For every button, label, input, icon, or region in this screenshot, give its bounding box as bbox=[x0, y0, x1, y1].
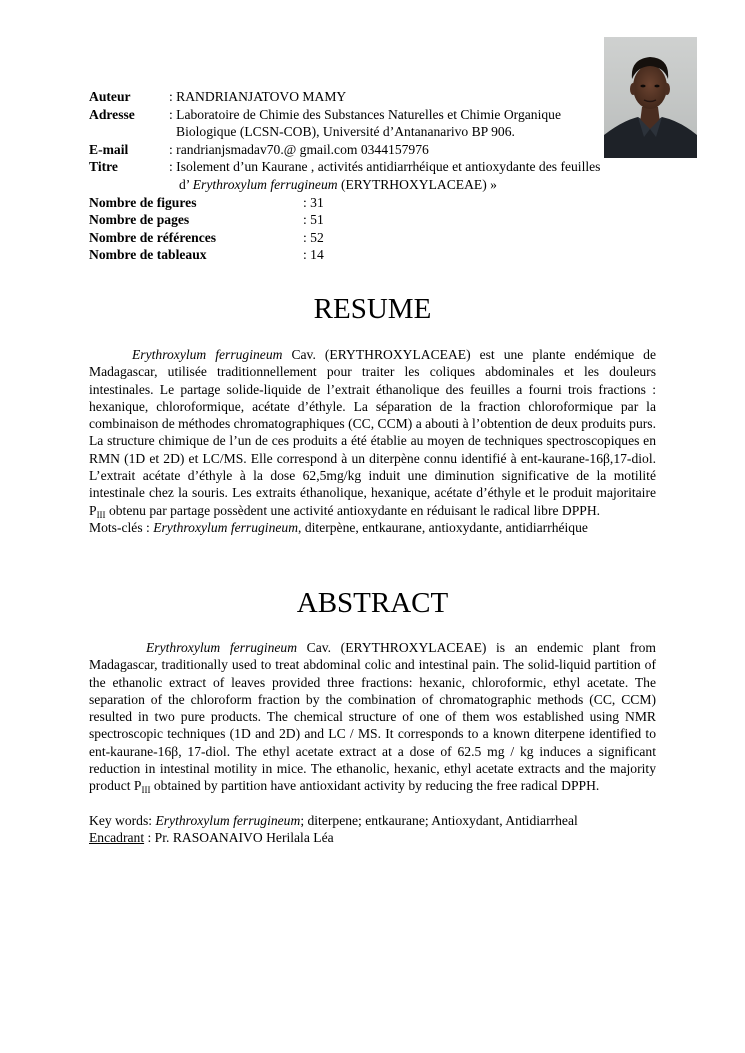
supervisor-label: Encadrant bbox=[89, 829, 145, 845]
resume-species: Erythroxylum ferrugineum bbox=[132, 347, 283, 362]
title-line2-suffix: (ERYTRHOXYLACEAE) » bbox=[337, 176, 497, 192]
email-value: : randrianjsmadav70.@ gmail.com 0344157976 bbox=[169, 141, 429, 157]
title-line1: : Isolement d’un Kaurane , activités antidiarrhéique et antioxydante des feuilles bbox=[169, 159, 601, 175]
abstract-keywords-prefix: Key words: bbox=[89, 812, 156, 828]
abstract-subscript: III bbox=[141, 785, 151, 796]
stat-label: Nombre de références bbox=[89, 229, 217, 245]
abstract-body bbox=[89, 639, 656, 846]
author-label: Auteur bbox=[89, 89, 131, 104]
resume-text-b: obtenu par partage possèdent une activité antioxydante en réduisant le radical libre DPPH. bbox=[105, 502, 601, 518]
abstract-text-b: obtained by partition have antioxidant activity by reducing the free radical DPPH. bbox=[150, 778, 600, 794]
abstract-species: Erythroxylum ferrugineum bbox=[146, 640, 298, 655]
email-row bbox=[89, 141, 600, 159]
author-row bbox=[89, 88, 600, 106]
title-row bbox=[89, 158, 600, 176]
stat-label: Nombre de figures bbox=[89, 194, 197, 210]
address-label: Adresse bbox=[89, 106, 135, 122]
supervisor-value: : Pr. RASOANAIVO Herilala Léa bbox=[144, 829, 334, 845]
supervisor-line bbox=[89, 829, 656, 846]
email-label: E-mail bbox=[89, 141, 129, 157]
author-value: : RANDRIANJATOVO MAMY bbox=[169, 89, 347, 104]
stat-row bbox=[89, 194, 600, 212]
abstract-text-a: Cav. (ERYTHROXYLACEAE) is an endemic plant from Madagascar, traditionally used to treat abdominal colic and intestinal pain. The solid-liquid partition of the ethanolic extract of leaves provided three fractions: hexanic, chloroformic, ethyl acetate. The separation of the chloroform fraction by the combination of chromatographic methods (CC, CCM) resulted in two pure products. The chemical structure of one of them wos established using NMR spectroscopic techniques (1D and 2D) and LC / MS. It corresponds to a known diterpene identified to ent-kaurane-16β, 17-diol. The ethyl acetate extract at a dose of 62.5 mg / kg induces a significant reduction in intestinal motility in mice. The ethanolic, hexanic, ethyl acetate extracts and the majority product P bbox=[89, 640, 656, 794]
resume-keywords-prefix: Mots-clés : bbox=[89, 519, 154, 535]
resume-keywords bbox=[89, 519, 656, 536]
title-line2-prefix: d’ bbox=[179, 176, 193, 192]
stats-list bbox=[89, 194, 600, 264]
stat-value: : 14 bbox=[303, 247, 324, 263]
abstract-keywords-species: Erythroxylum ferrugineum bbox=[155, 812, 301, 828]
resume-body bbox=[89, 346, 656, 536]
header-info bbox=[89, 88, 600, 264]
stat-row bbox=[89, 229, 600, 247]
abstract-keywords bbox=[89, 812, 656, 829]
stat-value: : 52 bbox=[303, 229, 324, 245]
title-line2 bbox=[89, 176, 600, 194]
stat-row bbox=[89, 211, 600, 229]
abstract-keywords-rest: ; diterpene; entkaurane; Antioxydant, Antidiarrheal bbox=[300, 812, 578, 828]
title-label: Titre bbox=[89, 159, 118, 175]
resume-keywords-rest: , diterpène, entkaurane, antioxydante, antidiarrhéique bbox=[298, 519, 588, 535]
resume-keywords-species: Erythroxylum ferrugineum bbox=[153, 519, 299, 535]
stat-label: Nombre de tableaux bbox=[89, 247, 207, 263]
resume-text-a: Cav. (ERYTHROXYLACEAE) est une plante endémique de Madagascar, utilisée traditionnellement pour traiter les coliques abdominales et les douleurs intestinales. Le partage solide-liquide de l’extrait éthanolique des feuilles a fourni trois fractions : hexanique, chloroformique, acétate d’éthyle. La séparation de la fraction chloroformique par la combinaison de méthodes chromatographiques (CC, CCM) a abouti à l’obtention de deux produits purs. La structure chimique de l’un de ces produits a été établie au moyen de techniques spectroscopiques en RMN (1D et 2D) et LC/MS. Elle correspond à un diterpène connu identifié à ent-kaurane-16β,17-diol. L’extrait acétate d’éthyle à la dose 62,5mg/kg induit une diminution significative de la motilité intestinale chez la souris. Les extraits éthanolique, hexanique, acétate d’éthyle et le produit majoritaire P bbox=[89, 347, 656, 518]
address-row bbox=[89, 106, 600, 124]
stat-row bbox=[89, 246, 600, 264]
stat-value: : 51 bbox=[303, 212, 324, 228]
resume-paragraph bbox=[89, 346, 656, 519]
resume-subscript: III bbox=[96, 509, 106, 520]
abstract-paragraph bbox=[89, 639, 656, 795]
stat-label: Nombre de pages bbox=[89, 212, 190, 228]
address-line1: : Laboratoire de Chimie des Substances Naturelles et Chimie Organique bbox=[169, 106, 561, 122]
title-species: Erythroxylum ferrugineum bbox=[192, 176, 338, 192]
abstract-heading: ABSTRACT bbox=[296, 587, 449, 619]
address-line2: Biologique (LCSN-COB), Université d’Antananarivo BP 906. bbox=[176, 124, 515, 140]
stat-value: : 31 bbox=[303, 194, 324, 210]
author-photo bbox=[604, 37, 697, 158]
resume-heading: RESUME bbox=[313, 293, 432, 325]
